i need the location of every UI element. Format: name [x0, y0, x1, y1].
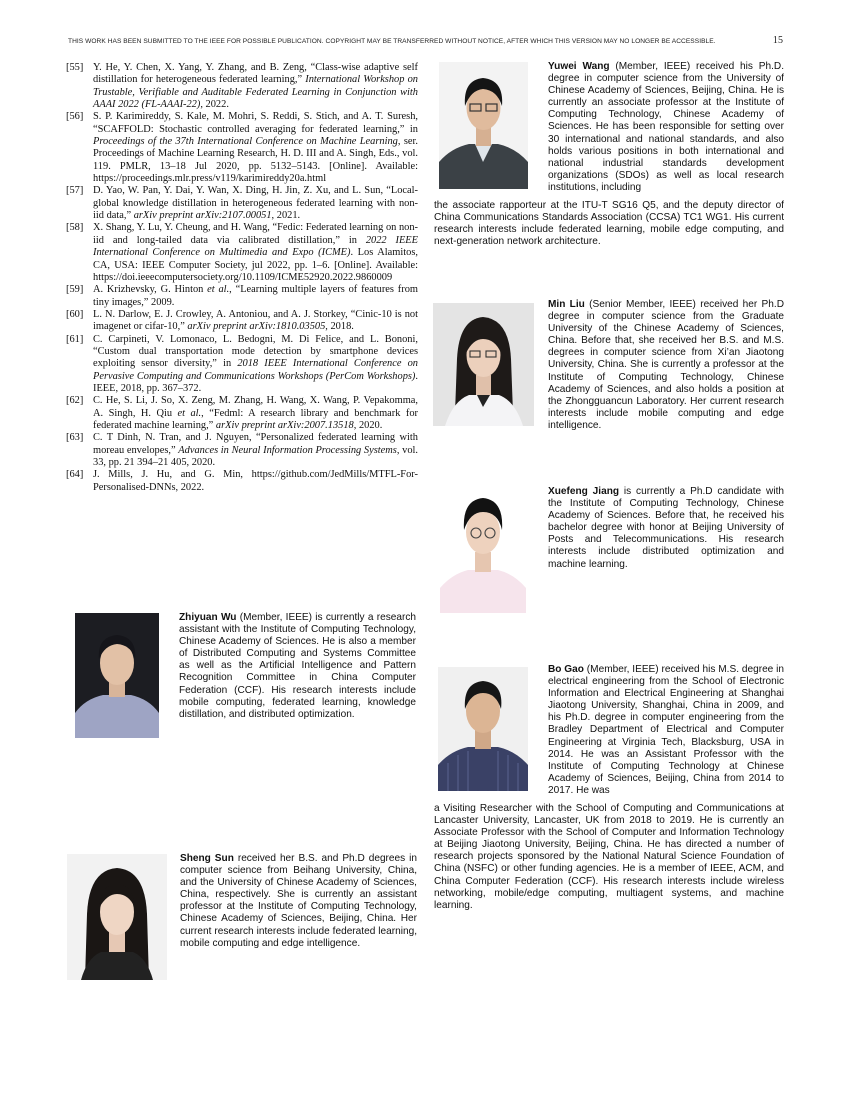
reference-item: [57] D. Yao, W. Pan, Y. Dai, Y. Wan, X. Ding, H. Jin, Z. Xu, and L. Sun, “Local-global knowledge distillation in heterogeneous federated learning with non-iid data,” arXiv preprint arXiv:2107.00051, 2021. — [66, 185, 418, 222]
bio-bo-gao-continued: a Visiting Researcher with the School of Computing and Communications at Lancaster University, Lancaster, UK from 2018 to 2019. He is currently an Associate Professor with the School of Computer and Information Technology at Beijing Jiaotong University, Beijing, China. He has directed a number of research projects sponsored by the National Natural Science Foundation of China (NSFC) or other funding agencies. He is a member of IEEE, ACM, and China Computer Federation (CCF). His research interests include wireless networking, mobile/edge computing, multiagent systems, and machine learning. — [434, 803, 784, 911]
bio-min-liu: Min Liu (Senior Member, IEEE) received her Ph.D degree in computer science from the Graduate University of the Chinese Academy of Sciences, China. Before that, she received her B.S. and M.S. degrees in computer science from Xi’an Jiaotong University, China. She is currently a professor at the Institute of Computing Technology, Chinese Academy of Sciences, and also holds a position at the Zhongguancun Laboratory. Her current research interests include mobile computing and edge intelligence. — [548, 299, 784, 431]
reference-item: [56] S. P. Karimireddy, S. Kale, M. Mohri, S. Reddi, S. Stich, and A. T. Suresh, “SCAFFOLD: Stochastic controlled averaging for federated learning,” in Proceedings of the 37th International Conference on Machine Learning, ser. Proceedings of Machine Learning Research, H. D. III and A. Singh, Eds., vol. 119. PMLR, 13–18 Jul 2020, pp. 5132–5143. [Online]. Available: https://proceedings.mlr.press/v119/karimireddy20a.html — [66, 111, 418, 185]
min-liu-photo — [433, 303, 534, 426]
copyright-notice: THIS WORK HAS BEEN SUBMITTED TO THE IEEE FOR POSSIBLE PUBLICATION. COPYRIGHT MAY BE TRANSFERRED WITHOUT NOTICE, AFTER WHICH THIS VERSION MAY NO LONGER BE ACCESSIBLE. — [68, 38, 716, 45]
reference-item: [55] Y. He, Y. Chen, X. Yang, Y. Zhang, and B. Zeng, “Class-wise adaptive self distillation for heterogeneous federated learning,” International Workshop on Trustable, Verifiable and Auditable Federated Learning in Conjunction with AAAI 2022 (FL-AAAI-22), 2022. — [66, 62, 418, 111]
reference-item: [58] X. Shang, Y. Lu, Y. Cheung, and H. Wang, “Fedic: Federated learning on non-iid and long-tailed data via calibrated distillation,” in 2022 IEEE International Conference on Multimedia and Expo (ICME). Los Alamitos, CA, USA: IEEE Computer Society, jul 2022, pp. 1–6. [Online]. Available: https://doi.ieeecomputersociety.org/10.1109/ICME52920.2022.9860009 — [66, 222, 418, 283]
bio-zhiyuan-wu: Zhiyuan Wu (Member, IEEE) is currently a research assistant with the Institute of Computing Technology, Chinese Academy of Sciences. He is also a member of Distributed Computing and Systems Committee as well as the Artificial Intelligence and Pattern Recognition Committee in China Computer Federation (CCF). His research interests include mobile computing, federated learning, knowledge distillation, and distributed optimization. — [179, 612, 416, 720]
references-list — [66, 62, 418, 494]
bio-yuwei-wang: Yuwei Wang (Member, IEEE) received his Ph.D. degree in computer science from the University of Chinese Academy of Sciences, Beijing, China. He is currently an associate professor at the Institute of Computing Technology, Chinese Academy of Sciences. He has been responsible for setting over 30 international and national standards, and also holds various positions in both international and national industrial standards development organizations (SDOs) as well as local research institutions, including — [548, 61, 785, 193]
reference-item: [59] A. Krizhevsky, G. Hinton et al., “Learning multiple layers of features from tiny images,” 2009. — [66, 284, 418, 308]
bio-xuefeng-jiang: Xuefeng Jiang is currently a Ph.D candidate with the Institute of Computing Technology, Chinese Academy of Sciences. Before that, he received his bachelor degree with honor at Beijing University of Posts and Telecommunications. His research interests include distributed optimization and machine learning. — [548, 486, 784, 570]
reference-item: [61] C. Carpineti, V. Lomonaco, L. Bedogni, M. Di Felice, and L. Bononi, “Custom dual transportation mode detection by smartphone devices exploiting sensor diversity,” in 2018 IEEE International Conference on Pervasive Computing and Communications Workshops (PerCom Workshops). IEEE, 2018, pp. 367–372. — [66, 333, 418, 394]
xuefeng-jiang-photo — [440, 488, 526, 613]
reference-item: [63] C. T Dinh, N. Tran, and J. Nguyen, “Personalized federated learning with moreau envelopes,” Advances in Neural Information Processing Systems, vol. 33, pp. 21 394–21 405, 2020. — [66, 432, 419, 468]
running-header — [68, 35, 783, 52]
reference-item: [60] L. N. Darlow, E. J. Crowley, A. Antoniou, and A. J. Storkey, “Cinic-10 is not imagenet or cifar-10,” arXiv preprint arXiv:1810.03505, 2018. — [66, 308, 418, 333]
bio-yuwei-wang-continued: the associate rapporteur at the ITU-T SG16 Q5, and the deputy director of China Communications Standards Association (CCSA) TC1 WG1. His current research interests include federated learning, mobile edge computing, and next-generation network architecture. — [434, 200, 784, 248]
page-number: 15 — [772, 35, 783, 46]
sheng-sun-photo — [67, 854, 167, 980]
bo-gao-photo — [438, 667, 528, 791]
bio-bo-gao: Bo Gao (Member, IEEE) received his M.S. degree in electrical engineering from the School of Electronic Information and Electrical Engineering at Shanghai Jiaotong University, Shanghai, China in 2009, and his Ph.D. degree in computer engineering from the Bradley Department of Electrical and Computer Engineering at Virginia Tech, Blacksburg, USA in 2014. He was an Assistant Professor with the Institute of Computing Technology at Chinese Academy of Sciences, Beijing, China from 2014 to 2017. He was — [548, 664, 785, 796]
zhiyuan-wu-photo — [75, 613, 159, 738]
yuwei-wang-photo — [439, 62, 528, 189]
bio-sheng-sun: Sheng Sun received her B.S. and Ph.D degrees in computer science from Beihang University, China, and the University of Chinese Academy of Sciences, China, respectively. She is currently an assistant professor at the Institute of Computing Technology, Chinese Academy of Sciences, Beijing, China. Her current research interests include federated learning, mobile computing and edge intelligence. — [180, 853, 417, 949]
reference-item: [64] J. Mills, J. Hu, and G. Min, https://github.com/JedMills/MTFL-For-Personalised-DNNs, 2022. — [66, 469, 418, 493]
reference-item: [62] C. He, S. Li, J. So, X. Zeng, M. Zhang, H. Wang, X. Wang, P. Vepakomma, A. Singh, H. Qiu et al., “Fedml: A research library and benchmark for federated machine learning,” arXiv preprint arXiv:2007.13518, 2020. — [66, 395, 418, 431]
